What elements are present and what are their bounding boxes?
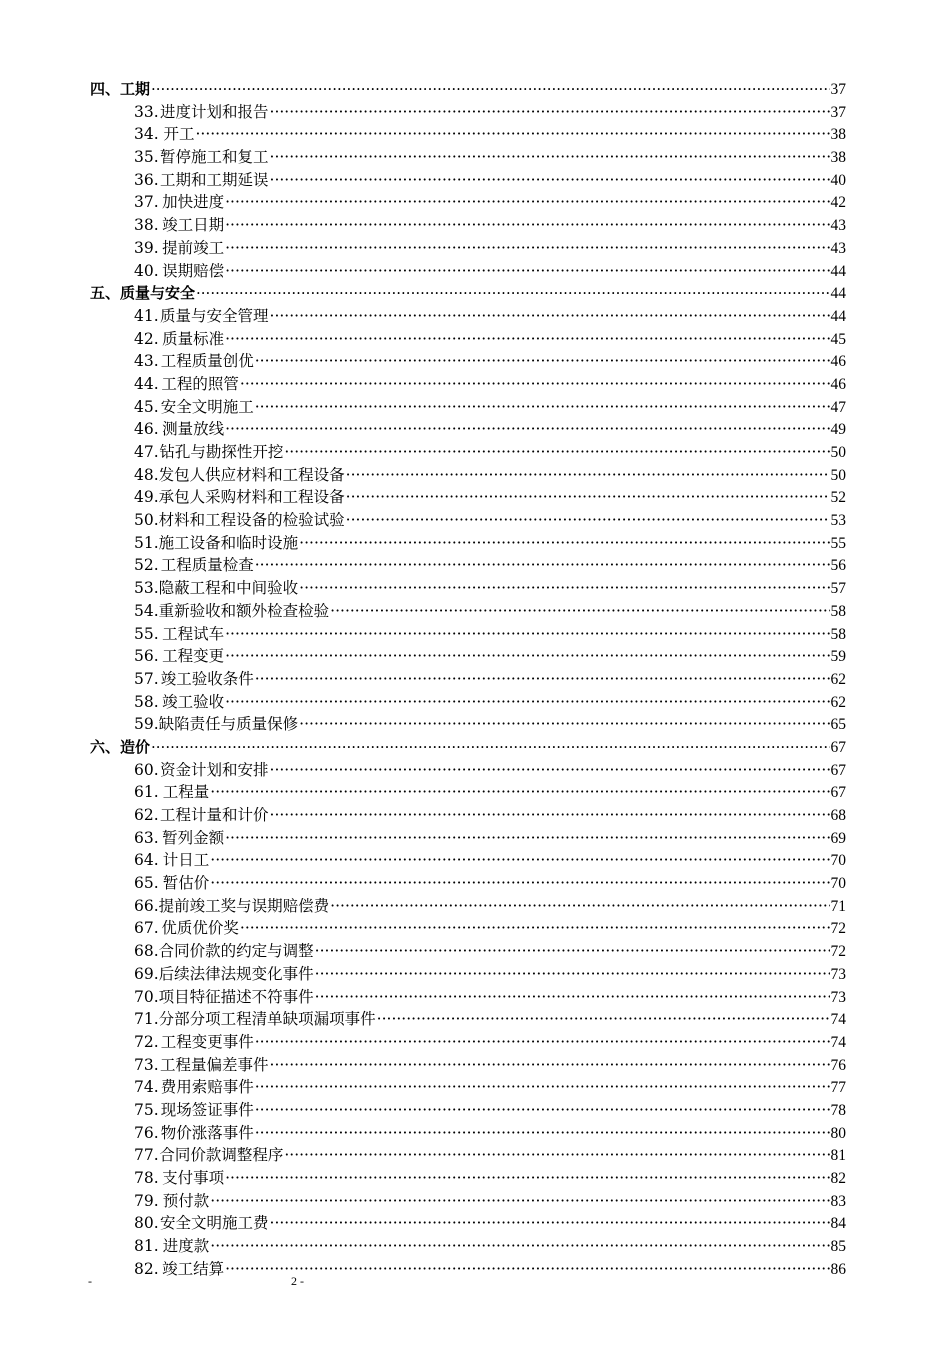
toc-section-title: 六、造价 xyxy=(90,737,151,756)
toc-dot-leader xyxy=(255,1076,830,1099)
toc-page-number: 83 xyxy=(830,1192,846,1210)
toc-page-number: 77 xyxy=(830,1079,846,1097)
toc-entry-title: 工程变更 xyxy=(162,647,225,666)
toc-dot-leader xyxy=(270,305,830,328)
toc-entry[interactable] xyxy=(90,1144,846,1167)
toc-entry-number: 48. xyxy=(134,465,159,484)
toc-entry-title: 缺陷责任与质量保修 xyxy=(158,715,299,734)
toc-entry[interactable] xyxy=(90,1212,846,1235)
toc-entry-number: 58. xyxy=(134,692,159,711)
toc-entry[interactable] xyxy=(90,101,846,124)
toc-dot-leader xyxy=(225,1258,829,1281)
toc-entry[interactable] xyxy=(90,940,846,963)
toc-entry-number: 42. xyxy=(134,329,159,348)
toc-section-title: 四、工期 xyxy=(90,80,151,98)
toc-dot-leader xyxy=(255,1031,830,1054)
toc-page-number: 82 xyxy=(830,1170,846,1187)
toc-entry-title: 工程的照管 xyxy=(161,374,239,393)
toc-entry[interactable] xyxy=(90,350,846,373)
toc-entry[interactable] xyxy=(90,486,846,509)
toc-entry-title: 暂列金额 xyxy=(162,828,225,847)
toc-page-number: 84 xyxy=(830,1215,846,1233)
toc-dot-leader xyxy=(315,963,830,986)
toc-entry-number: 45. xyxy=(134,397,159,416)
toc-dot-leader xyxy=(225,328,829,351)
toc-entry-number: 66. xyxy=(134,896,159,915)
toc-entry[interactable] xyxy=(90,827,846,850)
toc-entry-number: 56. xyxy=(134,647,159,666)
toc-entry-number: 39. xyxy=(134,238,159,257)
toc-entry-number: 81. xyxy=(134,1237,159,1256)
toc-entry[interactable] xyxy=(90,713,846,736)
toc-entry[interactable] xyxy=(90,1099,846,1122)
toc-dot-leader xyxy=(377,1008,830,1031)
toc-entry[interactable] xyxy=(90,464,846,487)
toc-page-number: 67 xyxy=(830,761,846,779)
toc-page-number: 85 xyxy=(830,1238,846,1256)
toc-entry[interactable] xyxy=(90,554,846,577)
toc-entry-title: 施工设备和临时设施 xyxy=(158,533,299,552)
toc-entry-title: 工程试车 xyxy=(162,624,225,643)
toc-entry[interactable] xyxy=(90,396,846,419)
toc-dot-leader xyxy=(315,940,830,963)
toc-entry-title: 工程计量和计价 xyxy=(160,806,269,824)
toc-dot-leader xyxy=(225,1167,829,1190)
toc-entry-number: 46. xyxy=(134,420,159,439)
toc-entry-title: 进度款 xyxy=(162,1237,210,1256)
toc-entry-number: 59. xyxy=(134,715,159,734)
toc-page-number: 50 xyxy=(830,466,846,484)
toc-page-number: 68 xyxy=(830,807,846,824)
toc-page-number: 74 xyxy=(830,1033,846,1051)
toc-section-heading[interactable] xyxy=(90,736,846,759)
toc-entry-number: 49. xyxy=(134,488,159,507)
toc-entry-title: 支付事项 xyxy=(162,1169,225,1187)
toc-entry[interactable] xyxy=(90,986,846,1009)
toc-dot-leader xyxy=(255,554,830,577)
toc-dot-leader xyxy=(255,1122,830,1145)
toc-entry[interactable] xyxy=(90,781,846,804)
toc-entry[interactable] xyxy=(90,418,846,441)
toc-entry-number: 33. xyxy=(134,102,159,121)
toc-entry-number: 73. xyxy=(134,1055,159,1074)
toc-page-number: 40 xyxy=(830,171,846,189)
toc-entry-title: 竣工验收条件 xyxy=(160,669,254,688)
toc-page-number: 42 xyxy=(830,194,846,212)
toc-entry[interactable] xyxy=(90,691,846,714)
toc-entry-number: 37. xyxy=(134,193,159,212)
toc-dot-leader xyxy=(225,237,829,260)
toc-entry-number: 67. xyxy=(134,919,159,938)
toc-page-number: 55 xyxy=(830,534,846,552)
toc-entry-number: 79. xyxy=(134,1191,159,1210)
toc-page-number: 70 xyxy=(830,852,846,870)
toc-entry-number: 54. xyxy=(134,601,159,620)
toc-page-number: 50 xyxy=(830,444,846,461)
toc-dot-leader xyxy=(270,804,830,827)
toc-entry-title: 后续法律法规变化事件 xyxy=(158,964,314,983)
toc-entry[interactable] xyxy=(90,1122,846,1145)
toc-dot-leader xyxy=(255,396,830,419)
toc-page-number: 49 xyxy=(830,421,846,439)
toc-entry-number: 34. xyxy=(134,125,159,144)
toc-entry-title: 材料和工程设备的检验试验 xyxy=(158,511,345,530)
toc-entry-title: 竣工日期 xyxy=(162,216,225,235)
toc-entry-title: 加快进度 xyxy=(162,193,225,212)
toc-entry-number: 71. xyxy=(134,1010,159,1029)
footer-page-number: 2 - xyxy=(291,1274,304,1288)
toc-section-title: 五、质量与安全 xyxy=(90,284,196,303)
toc-page-number: 70 xyxy=(830,875,846,893)
toc-page-number: 46 xyxy=(830,353,846,371)
toc-entry-title: 暂估价 xyxy=(162,874,210,893)
toc-entry-number: 70. xyxy=(134,987,159,1006)
toc-entry-number: 80. xyxy=(134,1214,159,1233)
toc-entry-number: 55. xyxy=(134,624,159,643)
toc-entry-title: 竣工结算 xyxy=(162,1259,225,1278)
toc-entry-number: 60. xyxy=(134,760,159,779)
toc-entry[interactable] xyxy=(90,1235,846,1258)
toc-page-number: 57 xyxy=(830,580,846,598)
toc-page-number: 37 xyxy=(830,103,846,121)
toc-entry-number: 47. xyxy=(134,443,159,461)
toc-page-number: 76 xyxy=(830,1056,846,1074)
toc-entry-number: 43. xyxy=(134,352,159,371)
toc-entry[interactable] xyxy=(90,214,846,237)
toc-entry[interactable] xyxy=(90,668,846,691)
toc-entry[interactable] xyxy=(90,963,846,986)
toc-entry-title: 提前竣工 xyxy=(162,238,225,257)
toc-page-number: 72 xyxy=(830,943,846,961)
toc-page-number: 37 xyxy=(830,81,846,98)
toc-entry-title: 工程量偏差事件 xyxy=(160,1055,269,1074)
toc-entry-number: 68. xyxy=(134,942,159,961)
toc-entry-title: 钻孔与勘探性开挖 xyxy=(159,443,284,461)
toc-entry-number: 35. xyxy=(134,148,159,167)
toc-entry-title: 承包人采购材料和工程设备 xyxy=(158,488,345,507)
toc-entry-number: 75. xyxy=(134,1100,159,1119)
toc-dot-leader xyxy=(225,827,829,850)
toc-entry-title: 预付款 xyxy=(162,1191,210,1210)
toc-entry[interactable] xyxy=(90,441,846,464)
toc-page-number: 86 xyxy=(830,1260,846,1278)
toc-entry[interactable] xyxy=(90,917,846,940)
toc-page-number: 72 xyxy=(830,920,846,938)
toc-page-number: 74 xyxy=(830,1011,846,1029)
toc-entry-title: 计日工 xyxy=(162,851,210,870)
toc-dot-leader xyxy=(346,464,830,487)
toc-page-number: 58 xyxy=(830,625,846,643)
toc-entry[interactable] xyxy=(90,169,846,192)
toc-entry-title: 工程变更事件 xyxy=(160,1032,254,1051)
toc-entry-title: 提前竣工奖与误期赔偿费 xyxy=(158,896,330,915)
toc-entry[interactable] xyxy=(90,191,846,214)
toc-dot-leader xyxy=(225,214,829,237)
toc-entry[interactable] xyxy=(90,1258,846,1281)
toc-dot-leader xyxy=(270,1212,830,1235)
toc-page-number: 65 xyxy=(830,716,846,734)
toc-dot-leader xyxy=(270,169,830,192)
toc-dot-leader xyxy=(346,486,830,509)
toc-entry-number: 76. xyxy=(134,1123,159,1142)
toc-entry-number: 57. xyxy=(134,669,159,688)
toc-dot-leader xyxy=(255,668,830,691)
toc-entry-title: 安全文明施工 xyxy=(160,397,254,416)
toc-dot-leader xyxy=(151,736,829,759)
toc-entry[interactable] xyxy=(90,1031,846,1054)
toc-entry-title: 测量放线 xyxy=(162,420,225,439)
toc-entry-title: 项目特征描述不符事件 xyxy=(158,987,314,1006)
toc-page-number: 44 xyxy=(830,307,846,325)
toc-entry-title: 发包人供应材料和工程设备 xyxy=(158,465,345,484)
toc-entry-title: 工程量 xyxy=(162,783,210,802)
toc-dot-leader xyxy=(210,849,829,872)
toc-entry[interactable] xyxy=(90,373,846,396)
toc-entry-number: 44. xyxy=(134,374,159,393)
toc-page-number: 43 xyxy=(830,217,846,235)
toc-page-number: 45 xyxy=(830,330,846,348)
toc-entry-number: 61. xyxy=(134,783,159,802)
toc-entry[interactable] xyxy=(90,305,846,328)
toc-dot-leader xyxy=(225,691,829,714)
toc-dot-leader xyxy=(299,577,829,600)
toc-entry-title: 质量标准 xyxy=(162,329,225,348)
toc-dot-leader xyxy=(240,373,830,396)
toc-entry[interactable] xyxy=(90,577,846,600)
toc-entry-number: 69. xyxy=(134,964,159,983)
footer-left-mark: - xyxy=(88,1274,92,1288)
toc-entry[interactable] xyxy=(90,123,846,146)
toc-entry-title: 资金计划和安排 xyxy=(160,760,269,779)
toc-dot-leader xyxy=(240,917,830,940)
toc-dot-leader xyxy=(196,282,829,305)
toc-entry[interactable] xyxy=(90,895,846,918)
toc-page-number: 46 xyxy=(830,375,846,393)
toc-page-number: 38 xyxy=(830,149,846,167)
toc-entry-number: 40. xyxy=(134,261,159,280)
toc-dot-leader xyxy=(284,1144,829,1167)
toc-page-number: 81 xyxy=(830,1147,846,1165)
toc-page-number: 44 xyxy=(830,285,846,303)
toc-entry-number: 82. xyxy=(134,1259,159,1278)
toc-page-number: 56 xyxy=(830,557,846,575)
toc-entry-title: 费用索赔事件 xyxy=(160,1078,254,1097)
toc-dot-leader xyxy=(225,645,829,668)
toc-dot-leader xyxy=(225,191,829,214)
toc-entry[interactable] xyxy=(90,600,846,623)
toc-entry-number: 36. xyxy=(134,170,159,189)
toc-dot-leader xyxy=(255,1099,830,1122)
toc-entry[interactable] xyxy=(90,1076,846,1099)
toc-page-number: 73 xyxy=(830,988,846,1006)
toc-entry[interactable] xyxy=(90,146,846,169)
toc-section-heading[interactable] xyxy=(90,78,846,101)
toc-entry-title: 暂停施工和复工 xyxy=(160,148,269,167)
toc-page-number: 43 xyxy=(830,239,846,257)
toc-dot-leader xyxy=(210,781,829,804)
toc-dot-leader xyxy=(225,260,829,283)
toc-dot-leader xyxy=(210,1235,829,1258)
toc-entry-number: 50. xyxy=(134,511,159,530)
toc-entry[interactable] xyxy=(90,260,846,283)
toc-entry-number: 51. xyxy=(134,533,159,552)
toc-entry[interactable] xyxy=(90,1008,846,1031)
toc-entry-number: 77. xyxy=(134,1146,159,1165)
toc-page-number: 62 xyxy=(830,670,846,688)
toc-dot-leader xyxy=(270,759,830,782)
toc-page-number: 67 xyxy=(830,784,846,802)
toc-entry-number: 78. xyxy=(134,1169,159,1187)
toc-entry-title: 安全文明施工费 xyxy=(160,1214,269,1233)
toc-entry-title: 开工 xyxy=(163,125,195,144)
toc-entry[interactable] xyxy=(90,623,846,646)
toc-dot-leader xyxy=(255,350,830,373)
toc-entry-number: 74. xyxy=(134,1078,159,1097)
toc-entry[interactable] xyxy=(90,328,846,351)
toc-entry-number: 64. xyxy=(134,851,159,870)
toc-entry-title: 质量与安全管理 xyxy=(160,306,269,325)
toc-entry[interactable] xyxy=(90,509,846,532)
toc-entry-number: 65. xyxy=(134,874,159,893)
toc-dot-leader xyxy=(225,418,829,441)
toc-page-number: 44 xyxy=(830,262,846,280)
toc-dot-leader xyxy=(270,1054,830,1077)
toc-section-heading[interactable] xyxy=(90,282,846,305)
toc-entry-title: 合同价款调整程序 xyxy=(159,1146,284,1165)
toc-dot-leader xyxy=(330,895,829,918)
toc-entry-title: 工程质量检查 xyxy=(160,556,254,575)
toc-entry-title: 进度计划和报告 xyxy=(160,102,269,121)
toc-entry[interactable] xyxy=(90,1054,846,1077)
toc-entry-title: 误期赔偿 xyxy=(162,261,225,280)
toc-page-number: 38 xyxy=(830,126,846,144)
toc-entry-number: 41. xyxy=(134,306,159,325)
toc-dot-leader xyxy=(299,532,829,555)
toc-page-number: 73 xyxy=(830,965,846,983)
toc-entry-title: 隐蔽工程和中间验收 xyxy=(158,579,299,598)
toc-entry-title: 工程质量创优 xyxy=(160,352,254,371)
toc-dot-leader xyxy=(270,146,830,169)
toc-dot-leader xyxy=(151,78,829,101)
toc-page-number: 47 xyxy=(830,398,846,416)
toc-dot-leader xyxy=(210,872,829,895)
toc-entry-number: 63. xyxy=(134,828,159,847)
toc-page-number: 69 xyxy=(830,829,846,847)
toc-dot-leader xyxy=(330,600,829,623)
toc-entry[interactable] xyxy=(90,759,846,782)
toc-entry[interactable] xyxy=(90,849,846,872)
toc-page-number: 53 xyxy=(830,512,846,530)
toc-entry-number: 52. xyxy=(134,556,159,575)
toc-entry-title: 现场签证事件 xyxy=(160,1100,254,1119)
toc-entry-title: 合同价款的约定与调整 xyxy=(158,942,314,961)
toc-dot-leader xyxy=(270,101,830,124)
toc-dot-leader xyxy=(225,623,829,646)
table-of-contents xyxy=(90,78,846,1280)
toc-dot-leader xyxy=(210,1190,829,1213)
toc-entry[interactable] xyxy=(90,804,846,827)
toc-page-number: 71 xyxy=(830,897,846,915)
toc-page-number: 59 xyxy=(830,648,846,666)
toc-page-number: 52 xyxy=(830,489,846,507)
toc-entry-title: 物价涨落事件 xyxy=(160,1123,254,1142)
toc-entry-number: 53. xyxy=(134,579,159,598)
toc-entry[interactable] xyxy=(90,872,846,895)
toc-entry[interactable] xyxy=(90,645,846,668)
toc-entry[interactable] xyxy=(90,532,846,555)
toc-dot-leader xyxy=(299,713,829,736)
toc-entry[interactable] xyxy=(90,237,846,260)
toc-entry-number: 62. xyxy=(134,806,159,824)
toc-entry-title: 竣工验收 xyxy=(162,692,225,711)
toc-entry-title: 重新验收和额外检查检验 xyxy=(158,601,330,620)
toc-page-number: 78 xyxy=(830,1101,846,1119)
toc-entry-title: 优质优价奖 xyxy=(161,919,239,938)
toc-dot-leader xyxy=(195,123,829,146)
toc-entry-number: 72. xyxy=(134,1032,159,1051)
toc-dot-leader xyxy=(315,986,830,1009)
toc-page-number: 62 xyxy=(830,693,846,711)
toc-entry-title: 工期和工期延误 xyxy=(160,170,269,189)
toc-page-number: 80 xyxy=(830,1124,846,1142)
toc-dot-leader xyxy=(284,441,829,464)
toc-entry[interactable] xyxy=(90,1190,846,1213)
toc-page-number: 58 xyxy=(830,602,846,620)
toc-entry-title: 分部分项工程清单缺项漏项事件 xyxy=(158,1010,376,1029)
toc-page-number: 67 xyxy=(830,738,846,756)
toc-entry[interactable] xyxy=(90,1167,846,1190)
toc-dot-leader xyxy=(346,509,830,532)
toc-entry-number: 38. xyxy=(134,216,159,235)
